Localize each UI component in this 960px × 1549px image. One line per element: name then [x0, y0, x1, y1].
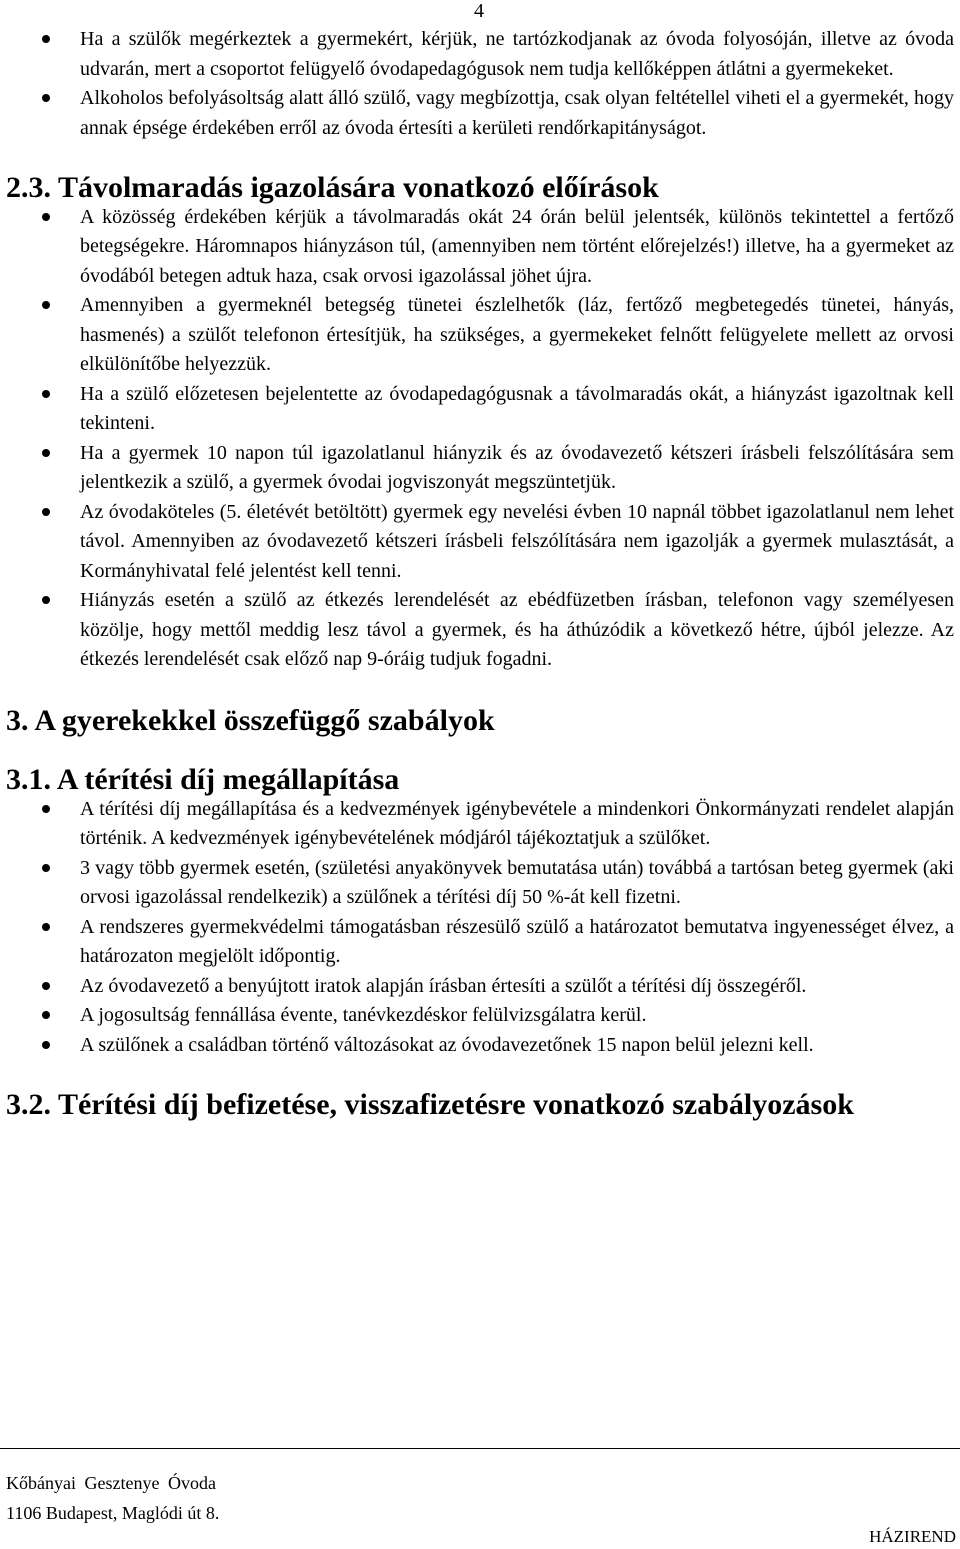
bullet-item: A jogosultság fennállása évente, tanévkezdéskor felülvizsgálatra kerül. [6, 1001, 954, 1031]
bullet-item: Ha a gyermek 10 napon túl igazolatlanul hiányzik és az óvodavezető kétszeri írásbeli felszólítására sem jelentkezik a szülő, a gyermek óvodai jogviszonyát megszüntetjük. [6, 439, 954, 498]
footer-address: 1106 Budapest, Maglódi út 8. [6, 1503, 220, 1523]
section-heading-2-3: 2.3. Távolmaradás igazolására vonatkozó előírások [6, 171, 659, 204]
intro-bullet-list [6, 25, 954, 143]
footer-document-title: HÁZIREND [869, 1527, 956, 1546]
bullet-item: Amennyiben a gyermeknél betegség tünetei észlelhetők (láz, fertőző megbetegedés tünetei, hányás, hasmenés) a szülőt telefonon értesítjük, ha szükséges, a gyermekeket felnőtt felügyelete mellett az orvosi elkülönítőbe helyezzük. [6, 291, 954, 380]
section-heading-3-1: 3.1. A térítési díj megállapítása [6, 763, 400, 796]
document-body [6, 25, 954, 1120]
footer-institution-name: Kőbányai Gesztenye Óvoda [6, 1473, 216, 1493]
bullet-item: Az óvodavezető a benyújtott iratok alapján írásban értesíti a szülőt a térítési díj összegéről. [6, 972, 954, 1002]
bullet-item: A rendszeres gyermekvédelmi támogatásban részesülő szülő a határozatot bemutatva ingyenességet élvez, a határozaton megjelölt időpontig. [6, 913, 954, 972]
section-3-1-bullet-list [6, 795, 954, 1061]
bullet-item: Ha a szülő előzetesen bejelentette az óvodapedagógusnak a távolmaradás okát, a hiányzást igazoltnak kell tekinteni. [6, 380, 954, 439]
bullet-item: Az óvodaköteles (5. életévét betöltött) gyermek egy nevelési évben 10 napnál többet igazolatlanul nem lehet távol. Amennyiben az óvodavezető kétszeri írásbeli felszólítására nem igazolják a gyermek mulasztását, a Kormányhivatal felé jelentést kell tenni. [6, 498, 954, 587]
section-heading-3-2: 3.2. Térítési díj befizetése, visszafizetésre vonatkozó szabályozások [6, 1088, 854, 1121]
bullet-item: A közösség érdekében kérjük a távolmaradás okát 24 órán belül jelentsék, különös tekintettel a fertőző betegségekre. Háromnapos hiányzáson túl, (amennyiben nem történt előrejelzés!) illetve, ha a gyermeket az óvodából betegen adtuk haza, csak orvosi igazolással jöhet újra. [6, 203, 954, 292]
bullet-item: A szülőnek a családban történő változásokat az óvodavezetőnek 15 napon belül jelezni kell. [6, 1031, 954, 1061]
bullet-item: A térítési díj megállapítása és a kedvezmények igénybevétele a mindenkori Önkormányzati rendelet alapján történik. A kedvezmények igénybevételének módjáról tájékoztatjuk a szülőket. [6, 795, 954, 854]
page-number: 4 [474, 0, 484, 22]
bullet-item: 3 vagy több gyermek esetén, (születési anyakönyvek bemutatása után) továbbá a tartósan beteg gyermek (aki orvosi igazolással rendelkezik) a szülőnek a térítési díj 50 %-át kell fizetni. [6, 854, 954, 913]
bullet-item: Alkoholos befolyásoltság alatt álló szülő, vagy megbízottja, csak olyan feltétellel viheti el a gyermekét, hogy annak épsége érdekében erről az óvoda értesíti a kerületi rendőrkapitányságot. [6, 84, 954, 143]
section-heading-3: 3. A gyerekekkel összefüggő szabályok [6, 703, 495, 737]
footer-divider [0, 1448, 960, 1449]
bullet-item: Hiányzás esetén a szülő az étkezés lerendelését az ebédfüzetben írásban, telefonon vagy személyesen közölje, hogy mettől meddig lesz távol a gyermek, és ha áthúzódik a következő hétre, újból jelezze. Az étkezés lerendelését csak előző nap 9-óráig tudjuk fogadni. [6, 586, 954, 675]
bullet-item: Ha a szülők megérkeztek a gyermekért, kérjük, ne tartózkodjanak az óvoda folyosóján, illetve az óvoda udvarán, mert a csoportot felügyelő óvodapedagógusok nem tudja kellőképpen átlátni a gyermekeket. [6, 25, 954, 84]
section-2-3-bullet-list [6, 203, 954, 675]
